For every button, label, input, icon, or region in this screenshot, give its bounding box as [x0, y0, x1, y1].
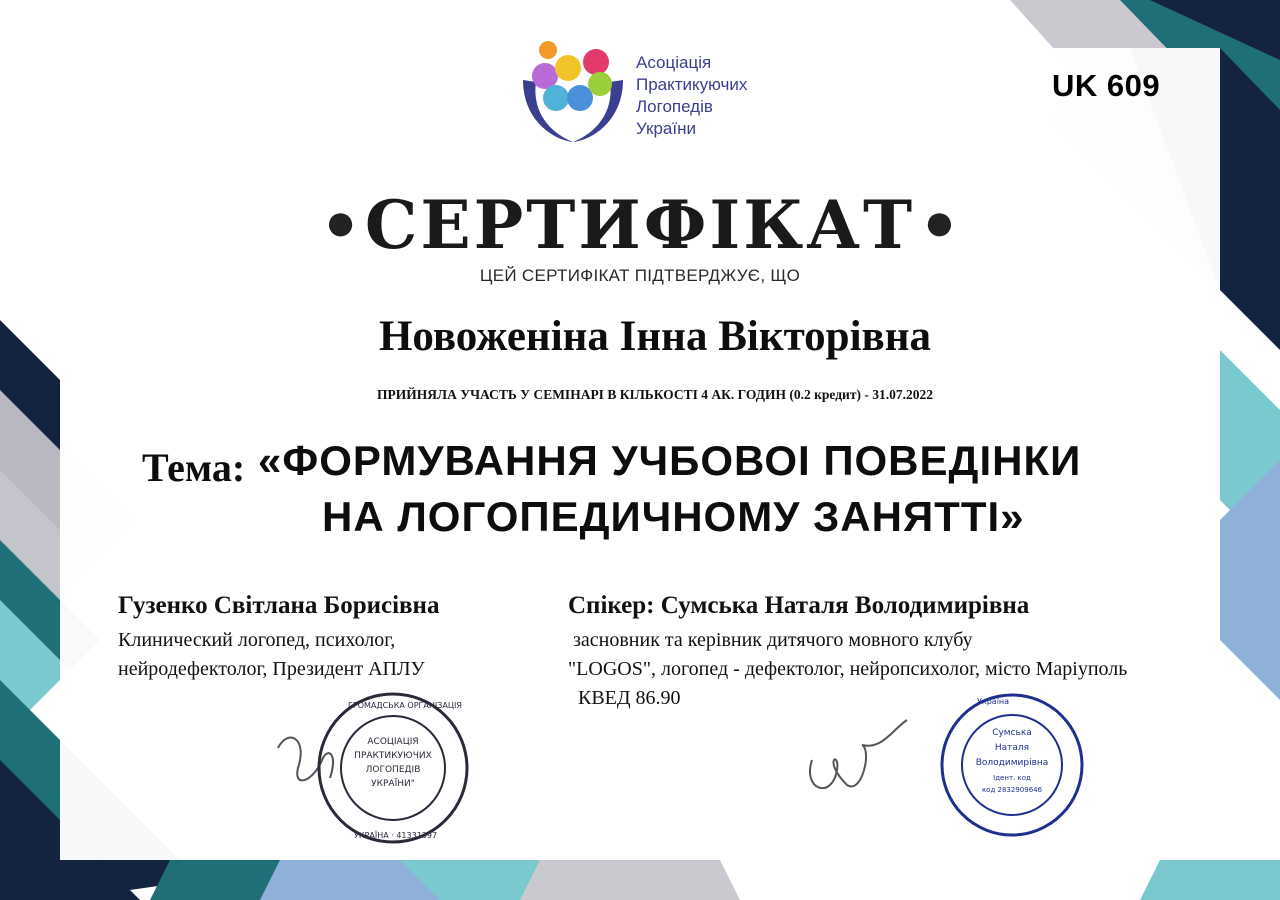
svg-text:код 2832909646: код 2832909646 [981, 786, 1043, 794]
svg-text:ПРАКТИКУЮЧИХ: ПРАКТИКУЮЧИХ [354, 751, 432, 761]
certificate-code: UK 609 [1052, 68, 1161, 103]
president-stamp [268, 688, 478, 848]
svg-text:Ідент. код: Ідент. код [993, 774, 1031, 782]
svg-text:УКРАЇНИ": УКРАЇНИ" [371, 779, 415, 789]
svg-text:АСОЦІАЦІЯ: АСОЦІАЦІЯ [367, 737, 419, 747]
hands-faces-logo-icon [518, 40, 628, 146]
svg-text:Сумська: Сумська [992, 728, 1032, 738]
speaker-stamp [792, 690, 1092, 840]
topic-title-line-2: НА ЛОГОПЕДИЧНОМУ ЗАНЯТТІ» [322, 493, 1025, 540]
certificate-title: ● СЕРТИФІКАТ ● [0, 186, 1280, 264]
svg-text:ГРОМАДСЬКА ОРГАНІЗАЦІЯ: ГРОМАДСЬКА ОРГАНІЗАЦІЯ [348, 701, 462, 710]
organization-logo [518, 40, 778, 146]
svg-text:Україна: Україна [977, 697, 1010, 706]
speaker-name: Спікер: Сумська Наталя Володимирівна [568, 592, 1030, 619]
topic-label: Тема: [142, 445, 246, 490]
confirmation-text: ЦЕЙ СЕРТИФІКАТ ПІДТВЕРДЖУЄ, ЩО [479, 266, 801, 285]
svg-text:ЛОГОПЕДІВ: ЛОГОПЕДІВ [365, 765, 421, 775]
svg-text:УКРАЇНА · 41331397: УКРАЇНА · 41331397 [354, 831, 438, 840]
svg-text:Володимирівна: Володимирівна [975, 758, 1049, 768]
president-name: Гузенко Світлана Борисівна [118, 592, 440, 619]
title-bullet-left-icon: ● [324, 192, 357, 252]
participation-text: ПРИЙНЯЛА УЧАСТЬ У СЕМІНАРІ В КІЛЬКОСТІ 4 АК. ГОДИН (0.2 кредит) - 31.07.2022 [377, 387, 933, 402]
round-seal-icon [268, 688, 478, 848]
recipient-name: Новоженіна Інна Вікторівна [378, 313, 932, 360]
organization-name: Асоціація Практикуючих Логопедів України [636, 53, 748, 138]
president-role: Клинический логопед, психолог, нейродефектолог, Президент АПЛУ [118, 629, 425, 680]
round-seal-icon [792, 690, 1092, 840]
speaker-description: засновник та керівник дитячого мовного клубу "LOGOS", логопед - дефектолог, нейропсихолог, місто Маріуполь КВЕД 86.90 [568, 629, 1128, 709]
topic-title-line-1: «ФОРМУВАННЯ УЧБОВОІ ПОВЕДІНКИ [258, 437, 1082, 484]
title-bullet-right-icon: ● [923, 192, 956, 252]
svg-text:Наталя: Наталя [994, 743, 1030, 753]
